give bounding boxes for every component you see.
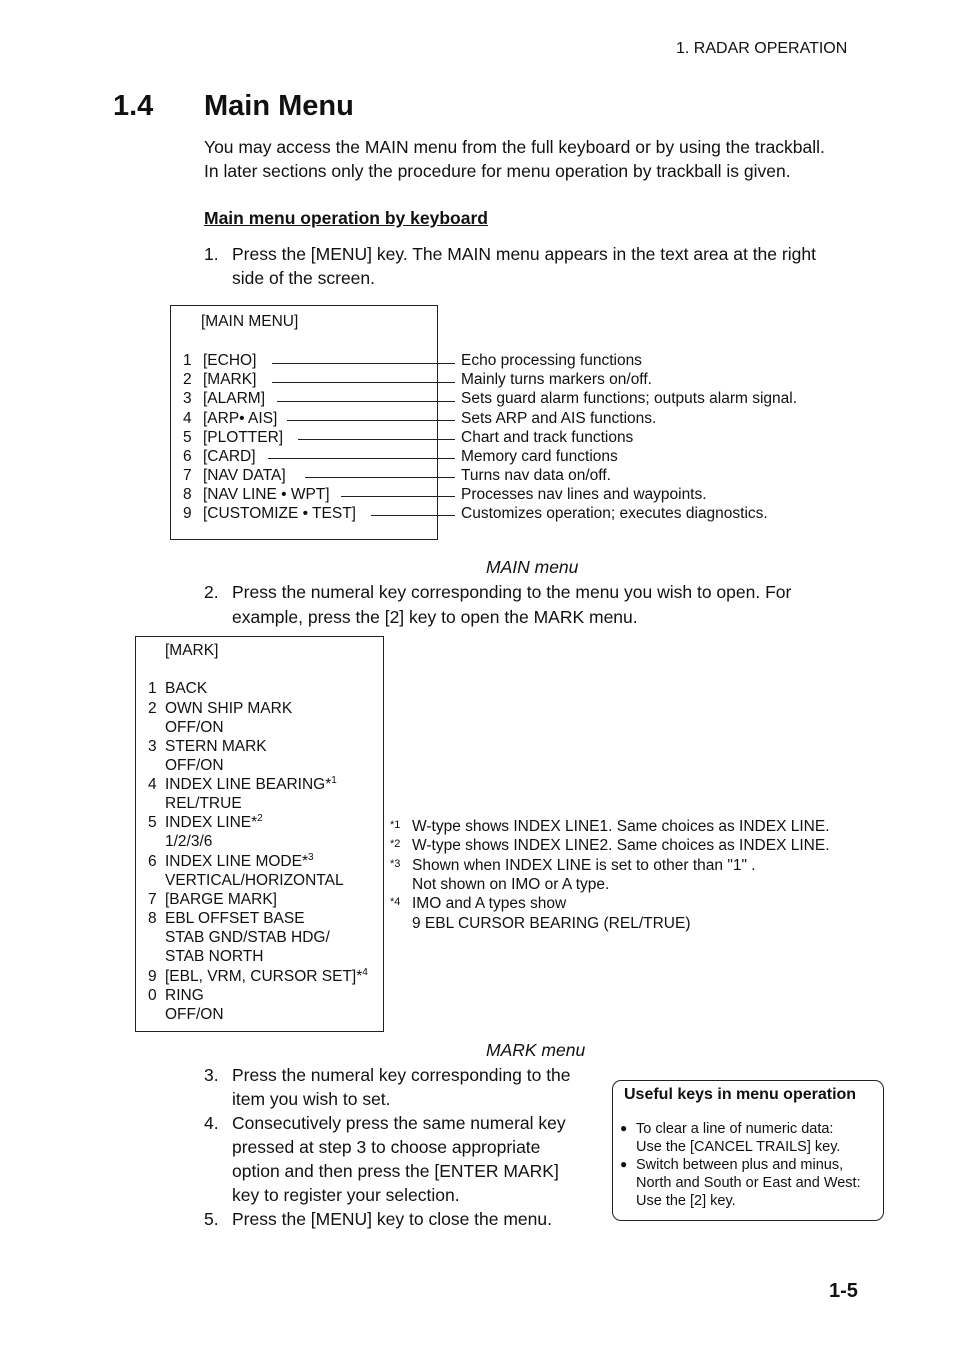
footnote-mark: *2 — [390, 838, 401, 850]
step-text: Press the [MENU] key. The MAIN menu appears in the text area at the right — [232, 244, 816, 264]
intro-line-1: You may access the MAIN menu from the full keyboard or by using the trackball. — [204, 137, 825, 157]
useful-key-text: North and South or East and West: — [636, 1175, 861, 1191]
step-text: Press the numeral key corresponding to the menu you wish to open. For — [232, 582, 792, 602]
useful-key-text: Use the [CANCEL TRAILS] key. — [636, 1139, 841, 1155]
menu-item-text: OFF/ON — [165, 757, 224, 774]
footnote-text: IMO and A types show — [412, 895, 567, 912]
menu-item-number: 5 — [148, 814, 157, 831]
leader-line — [272, 363, 455, 364]
leader-line — [305, 477, 455, 478]
leader-line — [298, 439, 455, 440]
menu-item-text: STAB GND/STAB HDG/ — [165, 929, 330, 946]
menu-item-label: [ECHO] — [203, 352, 257, 369]
bullet-icon: ● — [620, 1157, 628, 1171]
menu-item-number: 7 — [183, 467, 192, 484]
intro-line-2: In later sections only the procedure for menu operation by trackball is given. — [204, 161, 791, 181]
step-text: Consecutively press the same numeral key — [232, 1113, 566, 1133]
step-text: Press the numeral key corresponding to the — [232, 1065, 571, 1085]
menu-item-text: [BARGE MARK] — [165, 891, 277, 908]
menu-item-description: Processes nav lines and waypoints. — [461, 486, 707, 503]
menu-item-number: 6 — [148, 853, 157, 870]
menu-item-number: 4 — [148, 776, 157, 793]
menu-item-number: 0 — [148, 987, 157, 1004]
menu-item-label: [CUSTOMIZE • TEST] — [203, 505, 356, 522]
menu-item-description: Customizes operation; executes diagnostics. — [461, 505, 768, 522]
menu-item-text: INDEX LINE BEARING*$^1$ — [165, 775, 337, 793]
footnote-text: Shown when INDEX LINE is set to other than "1" . — [412, 857, 756, 874]
menu-item-text: STERN MARK — [165, 738, 267, 755]
menu-item-text: VERTICAL/HORIZONTAL — [165, 872, 344, 889]
step-number: 5. — [204, 1209, 219, 1229]
useful-key-text: Use the [2] key. — [636, 1193, 736, 1209]
figure-caption: MARK menu — [486, 1040, 586, 1060]
menu-item-number: 8 — [183, 486, 192, 503]
menu-item-description: Memory card functions — [461, 448, 618, 465]
menu-item-number: 8 — [148, 910, 157, 927]
footnote-text: Not shown on IMO or A type. — [412, 876, 610, 893]
menu-item-number: 5 — [183, 429, 192, 446]
menu-item-label: [ARP• AIS] — [203, 410, 278, 427]
step-number: 4. — [204, 1113, 219, 1133]
menu-item-number: 4 — [183, 410, 192, 427]
useful-key-text: To clear a line of numeric data: — [636, 1121, 834, 1137]
menu-item-text: OFF/ON — [165, 719, 224, 736]
leader-line — [287, 420, 455, 421]
menu-item-description: Sets ARP and AIS functions. — [461, 410, 657, 427]
menu-item-text: OFF/ON — [165, 1006, 224, 1023]
menu-item-text: INDEX LINE*$^2$ — [165, 813, 263, 831]
menu-item-label: [NAV LINE • WPT] — [203, 486, 330, 503]
menu-item-number: 3 — [148, 738, 157, 755]
leader-line — [341, 496, 455, 497]
footnote-mark: *3 — [390, 858, 401, 870]
menu-item-text: INDEX LINE MODE*$^3$ — [165, 852, 314, 870]
menu-item-number: 1 — [148, 680, 157, 697]
menu-item-number: 1 — [183, 352, 192, 369]
menu-item-text: STAB NORTH — [165, 948, 264, 965]
menu-item-text: RING — [165, 987, 204, 1004]
menu-item-text: OWN SHIP MARK — [165, 700, 293, 717]
footnote-text: W-type shows INDEX LINE1. Same choices as INDEX LINE. — [412, 818, 830, 835]
menu-item-description: Sets guard alarm functions; outputs alarm signal. — [461, 390, 798, 407]
menu-item-text: REL/TRUE — [165, 795, 242, 812]
main-menu-title: [MAIN MENU] — [201, 313, 299, 330]
footnote-mark: *4 — [390, 896, 401, 908]
step-text: option and then press the [ENTER MARK] — [232, 1161, 559, 1181]
menu-item-label: [PLOTTER] — [203, 429, 284, 446]
step-text: side of the screen. — [232, 268, 375, 288]
step-number: 1. — [204, 244, 219, 264]
section-number: 1.4 — [113, 90, 154, 122]
step-number: 3. — [204, 1065, 219, 1085]
subheading: Main menu operation by keyboard — [204, 208, 488, 228]
footnote-text: W-type shows INDEX LINE2. Same choices as INDEX LINE. — [412, 837, 830, 854]
menu-item-label: [ALARM] — [203, 390, 266, 407]
leader-line — [371, 515, 455, 516]
menu-item-number: 3 — [183, 390, 192, 407]
menu-item-description: Echo processing functions — [461, 352, 642, 369]
leader-line — [272, 382, 455, 383]
useful-key-text: Switch between plus and minus, — [636, 1157, 844, 1173]
leader-line — [277, 401, 455, 402]
leader-line — [268, 458, 455, 459]
menu-item-number: 7 — [148, 891, 157, 908]
running-header: 1. RADAR OPERATION — [676, 40, 848, 57]
mark-menu-title: [MARK] — [165, 642, 219, 659]
menu-item-number: 6 — [183, 448, 192, 465]
menu-item-number: 9 — [183, 505, 192, 522]
step-text: pressed at step 3 to choose appropriate — [232, 1137, 541, 1157]
menu-item-text: [EBL, VRM, CURSOR SET]*$^4$ — [165, 967, 368, 985]
menu-item-number: 2 — [148, 700, 157, 717]
footnote-text: 9 EBL CURSOR BEARING (REL/TRUE) — [412, 915, 691, 932]
menu-item-text: 1/2/3/6 — [165, 833, 213, 850]
menu-item-number: 2 — [183, 371, 192, 388]
menu-item-description: Chart and track functions — [461, 429, 634, 446]
menu-item-description: Turns nav data on/off. — [461, 467, 611, 484]
figure-caption: MAIN menu — [486, 557, 579, 577]
menu-item-text: BACK — [165, 680, 208, 697]
useful-keys-title: Useful keys in menu operation — [624, 1086, 857, 1103]
menu-item-text: EBL OFFSET BASE — [165, 910, 305, 927]
page-number: 1-5 — [829, 1280, 858, 1302]
step-text: key to register your selection. — [232, 1185, 460, 1205]
menu-item-number: 9 — [148, 968, 157, 985]
menu-item-label: [CARD] — [203, 448, 256, 465]
menu-item-label: [MARK] — [203, 371, 257, 388]
section-title: Main Menu — [204, 90, 354, 122]
menu-item-description: Mainly turns markers on/off. — [461, 371, 652, 388]
bullet-icon: ● — [620, 1121, 628, 1135]
footnote-mark: *1 — [390, 819, 401, 831]
menu-item-label: [NAV DATA] — [203, 467, 286, 484]
step-text: Press the [MENU] key to close the menu. — [232, 1209, 552, 1229]
step-text: example, press the [2] key to open the MARK menu. — [232, 607, 638, 627]
step-number: 2. — [204, 582, 219, 602]
step-text: item you wish to set. — [232, 1089, 391, 1109]
